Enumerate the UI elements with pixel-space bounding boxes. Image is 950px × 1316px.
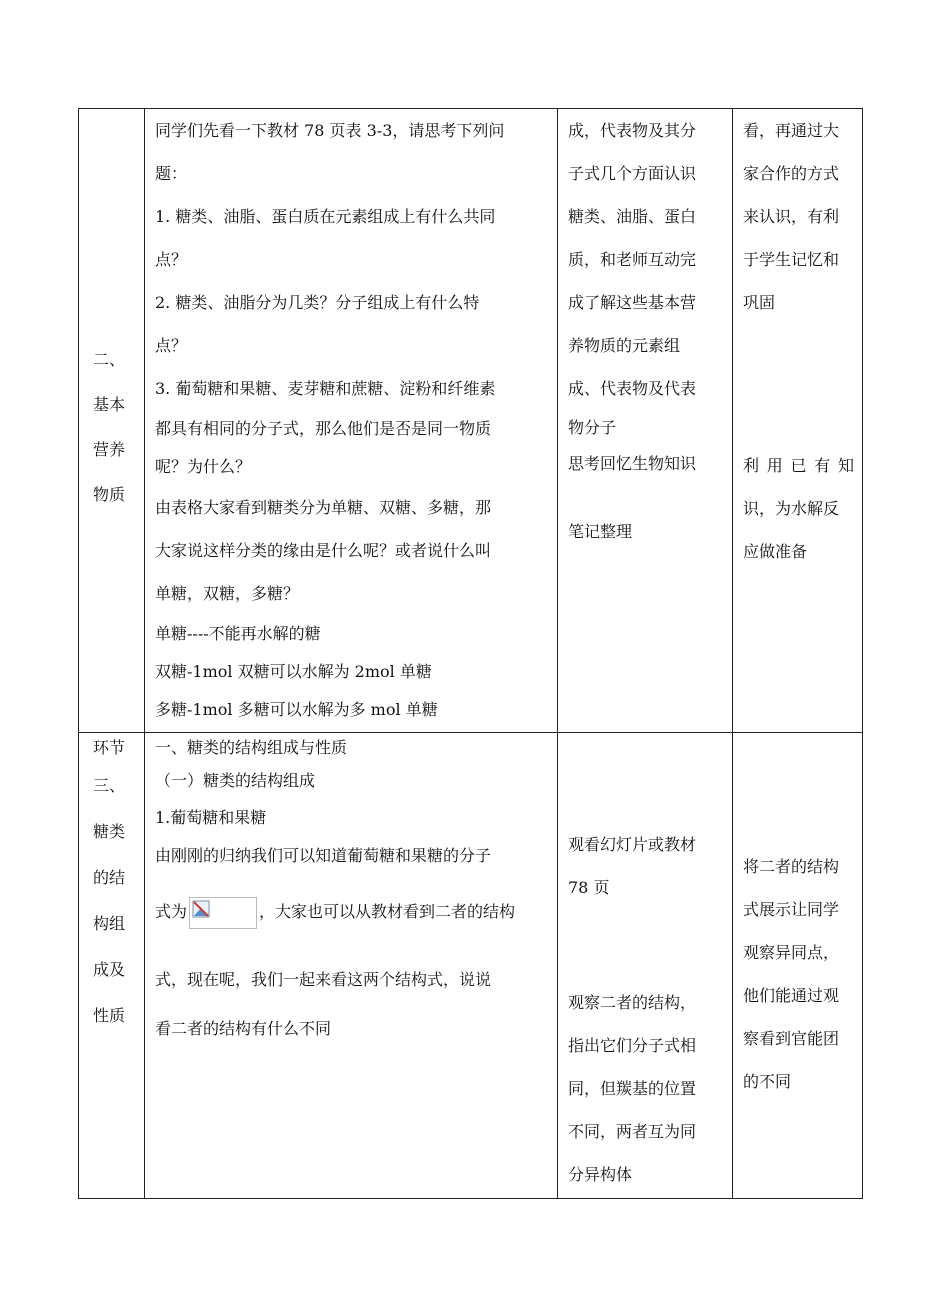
text-line: 点？	[155, 336, 188, 355]
formula-line	[155, 875, 549, 949]
text-line: 看，再通过大	[743, 121, 840, 140]
text-line: 养物质的元素组	[568, 336, 681, 355]
design-intent-text	[733, 733, 862, 1103]
section-label-line: 糖类	[93, 822, 126, 841]
text-line: 一、糖类的结构组成与性质	[155, 738, 348, 757]
text-line: 观察二者的结构，	[568, 993, 697, 1012]
text-line: 多糖-1mol 多糖可以水解为多 mol 单糖	[155, 700, 438, 719]
teacher-activity-cell-basic	[145, 109, 558, 733]
text-line: 识，为水解反	[743, 499, 840, 518]
teacher-activity-cell-sugar	[145, 733, 558, 1199]
text-line: 分异构体	[568, 1165, 633, 1184]
section-label-line: 三、	[93, 776, 126, 795]
text-line: 单糖，双糖，多糖？	[155, 584, 300, 603]
text-line: 2. 糖类、油脂分为几类？分子组成上有什么特	[155, 293, 480, 312]
text-line: 由刚刚的归纳我们可以知道葡萄糖和果糖的分子	[155, 846, 492, 865]
section-label-line: 基本	[93, 395, 126, 414]
text-line: 都具有相同的分子式，那么他们是否是同一物质	[155, 419, 492, 438]
section-label-line: 二、	[93, 350, 126, 369]
text-line: 成、代表物及代表	[568, 379, 697, 398]
text-line: 双糖-1mol 双糖可以水解为 2mol 单糖	[155, 662, 432, 681]
table-row-sugar-structure	[79, 733, 863, 1199]
text-line: 同学们先看一下教材 78 页表 3-3，请思考下列问	[155, 121, 505, 140]
text-line: 于学生记忆和	[743, 250, 840, 269]
text-line: 成了解这些基本营	[568, 293, 697, 312]
design-intent-text	[733, 109, 862, 573]
text-line: 质，和老师互动完	[568, 250, 697, 269]
text-line: 同，但羰基的位置	[568, 1079, 697, 1098]
text-line: 式展示让同学	[743, 900, 840, 919]
section-cell-sugar	[79, 733, 145, 1199]
student-activity-cell-sugar	[558, 733, 733, 1199]
text-line: 大家说这样分类的缘由是什么呢？或者说什么叫	[155, 541, 492, 560]
text-fragment: ，大家也可以从教材看到二者的结构	[259, 902, 516, 921]
section-label-line: 环节	[93, 738, 126, 757]
text-line: 单糖----不能再水解的糖	[155, 624, 321, 643]
text-line: 不同，两者互为同	[568, 1122, 697, 1141]
text-line: 思考回忆生物知识	[568, 454, 697, 473]
section-label-line: 成及	[93, 960, 126, 979]
broken-image-icon	[192, 900, 210, 918]
text-line: 点？	[155, 250, 188, 269]
text-line: 观看幻灯片或教材	[568, 835, 697, 854]
text-line: 巩固	[743, 293, 776, 312]
teacher-activity-text	[145, 733, 557, 1047]
design-intent-cell-sugar	[733, 733, 863, 1199]
text-line: 利用已有知	[743, 456, 854, 475]
student-activity-text	[558, 109, 732, 550]
text-line: 察看到官能团	[743, 1029, 840, 1048]
text-line: 题：	[155, 164, 188, 183]
text-line: 看二者的结构有什么不同	[155, 1019, 332, 1038]
text-line: 呢？为什么？	[155, 457, 252, 476]
section-label-line: 营养	[93, 440, 126, 459]
formula-image-placeholder	[189, 897, 257, 929]
text-fragment: 式为	[155, 902, 188, 921]
section-label-line: 的结	[93, 868, 126, 887]
text-line: 他们能通过观	[743, 986, 840, 1005]
text-line: 糖类、油脂、蛋白	[568, 207, 697, 226]
lesson-plan-table	[78, 108, 863, 1199]
text-line: 78 页	[568, 878, 610, 897]
section-cell-basic	[79, 109, 145, 733]
table-row-basic-nutrients	[79, 109, 863, 733]
text-line: 观察异同点，	[743, 943, 840, 962]
text-line: 来认识，有利	[743, 207, 840, 226]
text-line: 成，代表物及其分	[568, 121, 697, 140]
text-line: 1.葡萄糖和果糖	[155, 808, 267, 827]
text-line: 将二者的结构	[743, 857, 840, 876]
text-line: 笔记整理	[568, 522, 633, 541]
text-line: 3. 葡萄糖和果糖、麦芽糖和蔗糖、淀粉和纤维素	[155, 379, 496, 398]
text-line: （一）糖类的结构组成	[155, 771, 316, 790]
text-line: 1. 糖类、油脂、蛋白质在元素组成上有什么共同	[155, 207, 496, 226]
section-label-sugar	[79, 733, 144, 1039]
student-activity-text	[558, 733, 732, 1196]
section-label-line: 性质	[93, 1006, 126, 1025]
text-line: 物分子	[568, 418, 617, 437]
text-line: 式，现在呢，我们一起来看这两个结构式，说说	[155, 970, 492, 989]
teacher-activity-text	[145, 109, 557, 729]
text-line: 的不同	[743, 1072, 792, 1091]
text-line: 子式几个方面认识	[568, 164, 697, 183]
text-line: 由表格大家看到糖类分为单糖、双糖、多糖，那	[155, 498, 492, 517]
text-line: 家合作的方式	[743, 164, 840, 183]
text-line: 指出它们分子式相	[568, 1036, 697, 1055]
design-intent-cell-basic	[733, 109, 863, 733]
section-label-basic	[79, 109, 144, 517]
section-label-line: 构组	[93, 914, 126, 933]
student-activity-cell-basic	[558, 109, 733, 733]
text-line: 应做准备	[743, 542, 808, 561]
section-label-line: 物质	[93, 485, 126, 504]
